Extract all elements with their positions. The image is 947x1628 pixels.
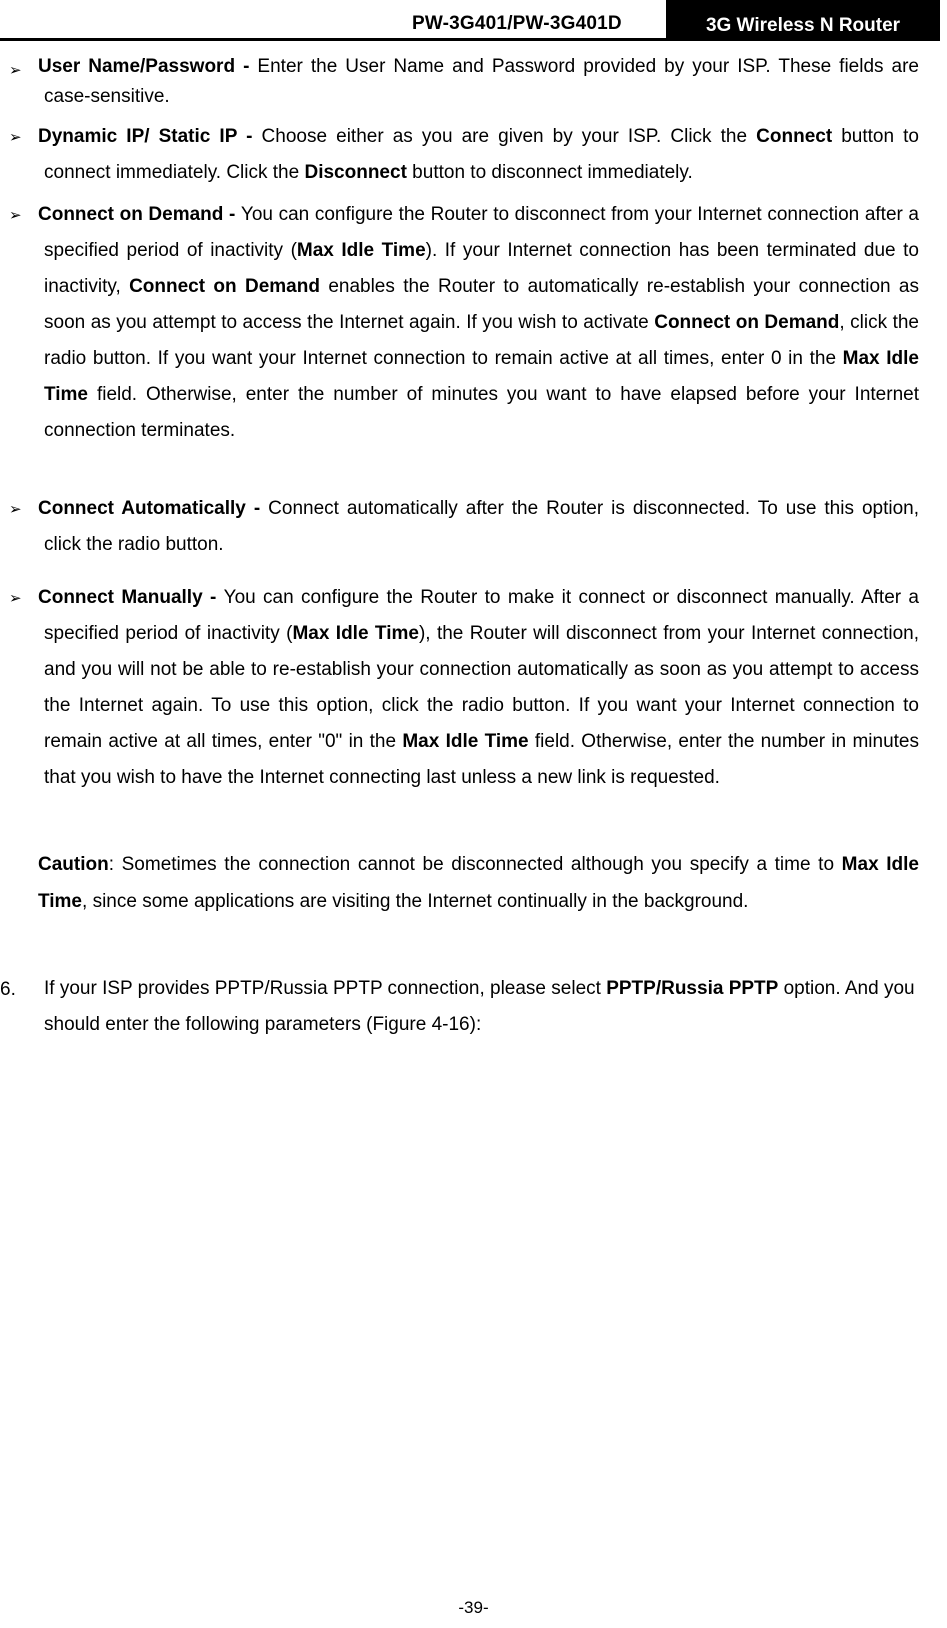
bullet-term: Connect Manually - xyxy=(38,587,224,608)
bold-term: Connect on Demand xyxy=(129,276,320,297)
bullet-text xyxy=(38,52,919,112)
page-number: -39- xyxy=(458,1598,489,1617)
bullet-text xyxy=(38,580,919,796)
text-run: : Sometimes the connection cannot be disconnected although you specify a time to xyxy=(108,854,842,875)
header-model: PW-3G401/PW-3G401D xyxy=(412,13,622,34)
bullet-text xyxy=(38,197,920,449)
text-run: field. Otherwise, enter the number of minutes you want to have elapsed before your Internet connection terminates. xyxy=(44,384,919,441)
arrowhead-bullet-icon: ➢ xyxy=(9,207,22,224)
bold-term: Max Idle Time xyxy=(44,348,919,405)
arrowhead-bullet-icon: ➢ xyxy=(9,501,22,518)
text-run: button to connect immediately. Click the xyxy=(44,126,919,183)
arrowhead-bullet-icon: ➢ xyxy=(9,62,22,79)
text-run: Choose either as you are given by your ISP. Click the xyxy=(261,126,757,147)
bold-term: Max Idle Time xyxy=(402,731,529,752)
step-number: 6. xyxy=(0,979,16,1000)
text-run: If your ISP provides PPTP/Russia PPTP connection, please select xyxy=(44,978,607,999)
bold-term: Connect xyxy=(756,126,833,147)
caution-note xyxy=(38,846,919,920)
bullet-term: User Name/Password - xyxy=(38,56,258,77)
text-run: , click the radio button. If you want your Internet connection to remain active at all times, enter 0 in the xyxy=(44,312,919,369)
bold-term: Connect on Demand xyxy=(654,312,840,333)
bold-term: Max Idle Time xyxy=(292,623,419,644)
bold-term: Caution xyxy=(38,854,109,875)
arrowhead-bullet-icon: ➢ xyxy=(9,590,22,607)
text-run: button to disconnect immediately. xyxy=(406,162,693,183)
text-run: Connect automatically after the Router is disconnected. To use this option, click the radio button. xyxy=(44,498,919,555)
bold-term: Disconnect xyxy=(304,162,407,183)
bullet-term: Dynamic IP/ Static IP - xyxy=(38,126,262,147)
header-product-tab: 3G Wireless N Router xyxy=(666,0,940,41)
text-run: ), the Router will disconnect from your Internet connection, and you will not be able to re-establish your connection automatically as soon as you attempt to access the Internet again. To use this option, click the radio button. If you want your Internet connection to remain active at all times, enter "0" in the xyxy=(44,623,919,752)
step-text xyxy=(44,971,919,1043)
bullet-body xyxy=(44,204,919,441)
text-run: option. And you should enter the following parameters (Figure 4-16): xyxy=(44,978,915,1035)
bullet-text xyxy=(38,491,919,563)
header-rule xyxy=(0,38,940,41)
arrowhead-bullet-icon: ➢ xyxy=(9,129,22,146)
text-run: You can configure the Router to make it connect or disconnect manually. After a specified period of inactivity ( xyxy=(44,587,919,644)
bullet-body xyxy=(44,587,919,788)
text-run: Enter the User Name and Password provided by your ISP. These fields are case-sensitive. xyxy=(44,56,919,107)
bold-term: PPTP/Russia PPTP xyxy=(606,978,779,999)
text-run: , since some applications are visiting the Internet continually in the background. xyxy=(82,891,749,912)
text-run: ). If your Internet connection has been terminated due to inactivity, xyxy=(44,240,919,297)
text-run: enables the Router to automatically re-establish your connection as soon as you attempt to access the Internet again. If you wish to activate xyxy=(44,276,919,333)
bullet-term: Connect on Demand - xyxy=(38,204,241,225)
page-header xyxy=(0,0,940,40)
bold-term: Max Idle Time xyxy=(296,240,426,261)
text-run: field. Otherwise, enter the number in minutes that you wish to have the Internet connecting last unless a new link is requested. xyxy=(44,731,919,788)
bullet-term: Connect Automatically - xyxy=(38,498,269,519)
bullet-text xyxy=(38,119,919,191)
bold-term: Max Idle Time xyxy=(38,854,919,912)
text-run: You can configure the Router to disconnect from your Internet connection after a specified period of inactivity ( xyxy=(44,204,920,261)
